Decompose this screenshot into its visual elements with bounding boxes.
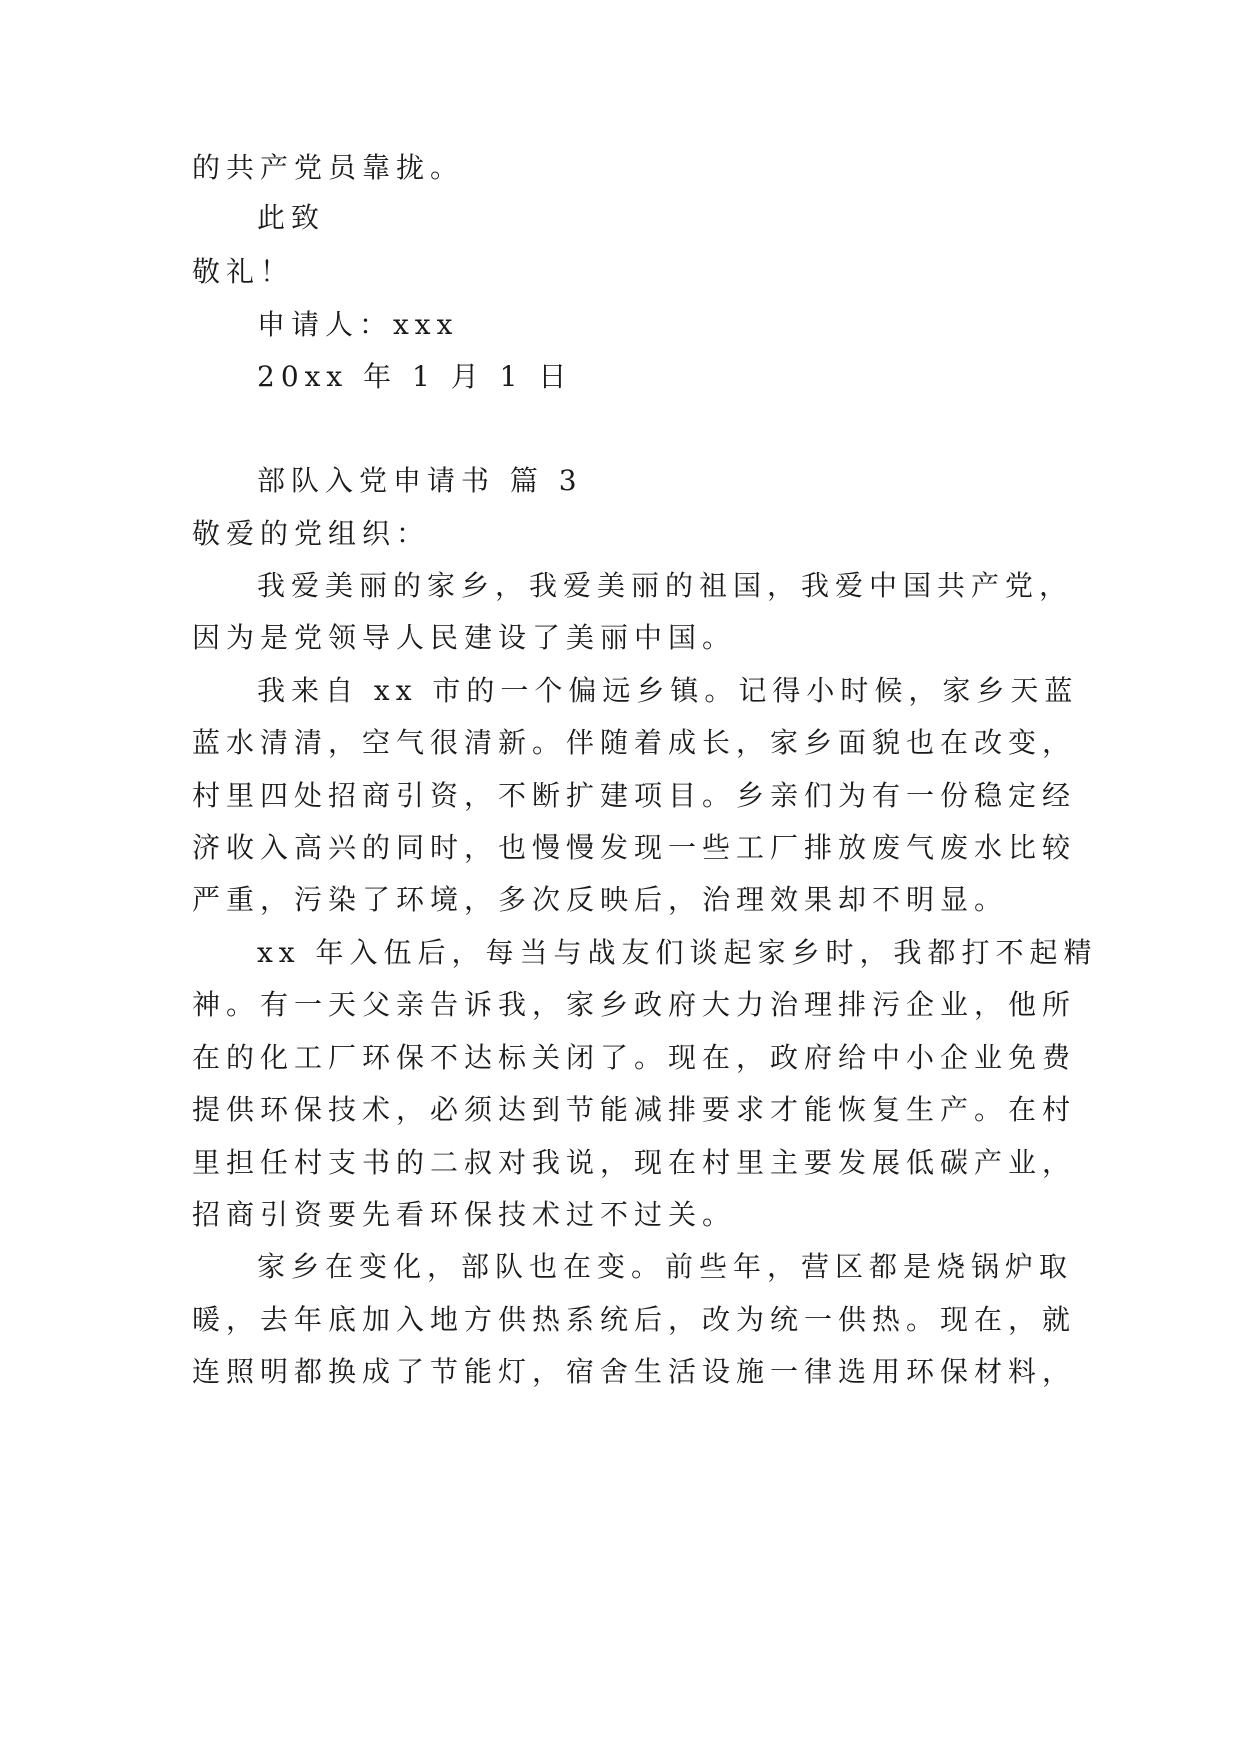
body-line: 我来自 xx 市的一个偏远乡镇。记得小时候，家乡天蓝 (257, 674, 1079, 707)
body-line: xx 年入伍后，每当与战友们谈起家乡时，我都打不起精 (257, 936, 1098, 969)
greeting: 敬爱的党组织： (192, 517, 431, 550)
body-line: 我爱美丽的家乡，我爱美丽的祖国，我爱中国共产党， (257, 569, 1074, 602)
body-line: 在的化工厂环保不达标关闭了。现在，政府给中小企业免费 (192, 1041, 1077, 1074)
applicant-signature: 申请人：xxx (257, 308, 459, 341)
body-line: 家乡在变化，部队也在变。前些年，营区都是烧锅炉取 (257, 1250, 1074, 1283)
salutation-line-2: 敬礼！ (192, 255, 295, 288)
salutation-line-1: 此致 (257, 201, 326, 234)
paragraph-tail: 的共产党员靠拢。 (192, 151, 465, 184)
body-line: 暖，去年底加入地方供热系统后，改为统一供热。现在，就 (192, 1303, 1077, 1336)
body-line: 因为是党领导人民建设了美丽中国。 (192, 621, 737, 654)
body-line: 村里四处招商引资，不断扩建项目。乡亲们为有一份稳定经 (192, 779, 1077, 812)
body-line: 提供环保技术，必须达到节能减排要求才能恢复生产。在村 (192, 1093, 1077, 1126)
body-line: 连照明都换成了节能灯，宿舍生活设施一律选用环保材料， (192, 1355, 1077, 1388)
application-date: 20xx 年 1 月 1 日 (257, 360, 573, 393)
body-line: 里担任村支书的二叔对我说，现在村里主要发展低碳产业， (192, 1146, 1077, 1179)
section-title: 部队入党申请书 篇 3 (257, 464, 583, 497)
body-line: 济收入高兴的同时，也慢慢发现一些工厂排放废气废水比较 (192, 831, 1077, 864)
body-line: 神。有一天父亲告诉我，家乡政府大力治理排污企业，他所 (192, 988, 1077, 1021)
body-line: 蓝水清清，空气很清新。伴随着成长，家乡面貌也在改变， (192, 726, 1077, 759)
body-line: 招商引资要先看环保技术过不过关。 (192, 1198, 737, 1231)
body-line: 严重，污染了环境，多次反映后，治理效果却不明显。 (192, 883, 1009, 916)
